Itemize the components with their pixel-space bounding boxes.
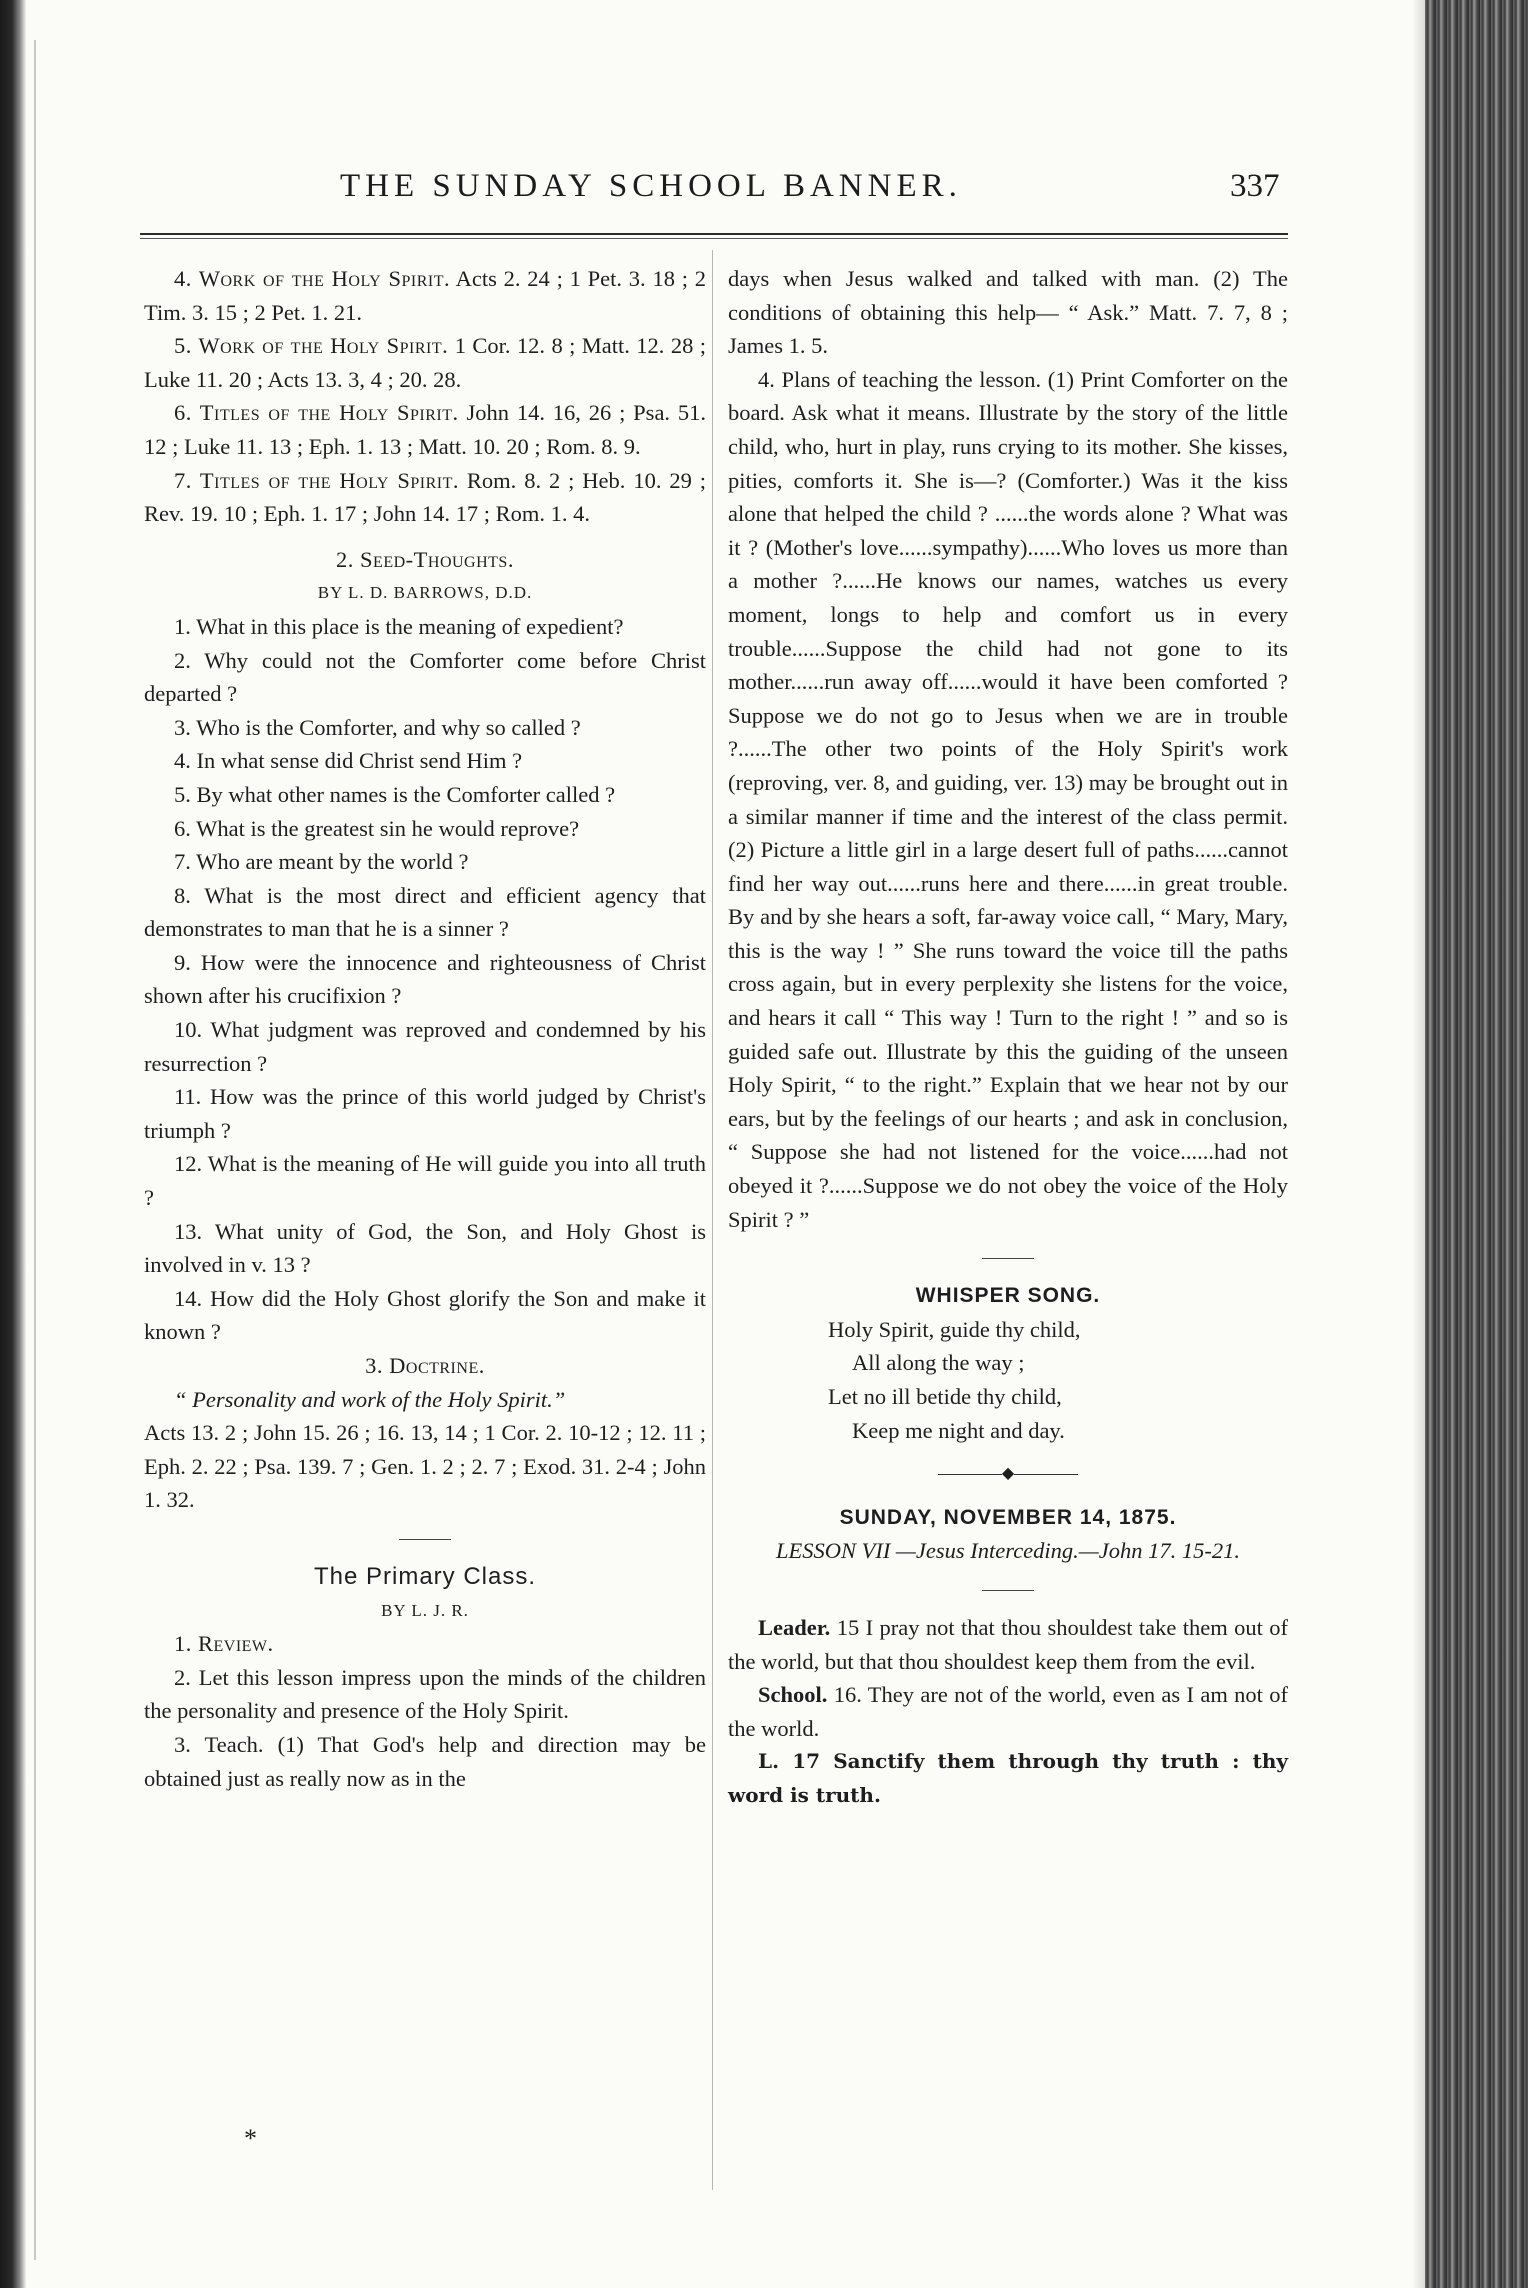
seed-thoughts-author: BY L. D. BARROWS, D.D.	[317, 583, 533, 603]
question: 6. What is the greatest sin he would reprove?	[174, 815, 580, 841]
question: 11. How was the prince of this world judged by Christ's triumph ?	[144, 1084, 706, 1143]
song-title: WHISPER SONG.	[915, 1284, 1101, 1308]
responsive-reading: School. 16. They are not of the world, even as I am not of the world.	[728, 1682, 1288, 1741]
footer-asterisk: *	[244, 2124, 257, 2153]
song-line: Keep me night and day.	[852, 1417, 1065, 1443]
question: 12. What is the meaning of He will guide you into all truth ?	[144, 1151, 706, 1211]
seed-thoughts-heading: 2. Seed-Thoughts.	[336, 546, 514, 572]
question: 7. Who are meant by the world ?	[174, 849, 469, 875]
question: 8. What is the most direct and efficient agency that demonstrates to man that he is a sinner ?	[144, 882, 706, 942]
date-heading: SUNDAY, NOVEMBER 14, 1875.	[839, 1505, 1177, 1529]
responsive-reading: L. 17 Sanctify them through thy truth : thy word is truth.	[728, 1749, 1289, 1807]
question: 9. How were the innocence and righteousness of Christ shown after his crucifixion ?	[144, 949, 706, 1009]
page-edge-fade	[1412, 0, 1426, 2288]
section-divider	[399, 1539, 451, 1540]
song-line: All along the way ;	[852, 1350, 1025, 1376]
reference-item: 5. Work of the Holy Spirit. 1 Cor. 12. 8 ; Matt. 12. 28 ; Luke 11. 20 ; Acts 13. 3, 4 ; 20. 28.	[144, 333, 707, 392]
primary-class-heading: The Primary Class.	[313, 1562, 537, 1590]
teaching-plans: 4. Plans of teaching the lesson. (1) Print Comforter on the board. Ask what it means. Illustrate by the story of the little child, who, hurt in play, runs crying to its mother. She kisses, pities, comforts it. She is—? (Comforter.) Was it the kiss alone that helped the child ? ......the words alone ? What was it ? (Mother's love......sympathy)......Who loves us more than a mother ?......He knows our names, watches us every moment, longs to help and comfort us in every trouble......Suppose the child had not gone to its mother......run away off......would it have been comforted ? Suppose we do not go to Jesus when we are in trouble ?......The other two points of the Holy Spirit's work (reproving, ver. 8, and guiding, ver. 13) may be brought out in a similar manner if time and the interest of the class permit. (2) Picture a little girl in a large desert full of paths......cannot find her way out......runs here and there......in great trouble. By and by she hears a soft, far-away voice call, “ Mary, Mary, this is the way ! ” She runs toward the voice till the paths cross again, but in every perplexity she listens for the voice, and hears it call “ This way ! Turn to the right ! ” and so is guided safe out. Illustrate by this the guiding of the unseen Holy Spirit, “ to the right.” Explain that we hear not by our ears, but by the feelings of our hearts ; and ask in conclusion, “ Suppose she had not listened for the voice......had not obeyed it ?......Suppose we do not obey the voice of the Holy Spirit ? ”	[728, 366, 1288, 1232]
left-column	[144, 262, 706, 1795]
primary-item: 1. Review.	[174, 1631, 274, 1657]
question: 4. In what sense did Christ send Him ?	[174, 748, 523, 774]
question: 10. What judgment was reproved and condemned by his resurrection ?	[144, 1017, 706, 1076]
continuation-text: days when Jesus walked and talked with man. (2) The conditions of obtaining this help— “ Ask.” Matt. 7. 7, 8 ; James 1. 5.	[728, 266, 1288, 359]
question: 5. By what other names is the Comforter called ?	[174, 781, 616, 807]
question: 2. Why could not the Comforter come before Christ departed ?	[144, 647, 706, 707]
running-head: THE SUNDAY SCHOOL BANNER.	[340, 168, 962, 204]
reference-item: 6. Titles of the Holy Spirit. John 14. 16, 26 ; Psa. 51. 12 ; Luke 11. 13 ; Eph. 1. 13 ; Matt. 10. 20 ; Rom. 8. 9.	[144, 400, 707, 459]
column-separator	[712, 250, 713, 2190]
question: 13. What unity of God, the Son, and Holy Ghost is involved in v. 13 ?	[144, 1218, 706, 1278]
reference-item: 4. Work of the Holy Spirit. Acts 2. 24 ; 1 Pet. 3. 18 ; 2 Tim. 3. 15 ; 2 Pet. 1. 21.	[144, 266, 706, 325]
doctrine-title: “ Personality and work of the Holy Spirit.”	[174, 1386, 566, 1412]
doctrine-heading: 3. Doctrine.	[365, 1353, 485, 1378]
reference-item: 7. Titles of the Holy Spirit. Rom. 8. 2 ; Heb. 10. 29 ; Rev. 19. 10 ; Eph. 1. 17 ; John 14. 17 ; Rom. 1. 4.	[144, 467, 707, 527]
right-column	[728, 262, 1288, 1813]
header-rule	[140, 233, 1288, 239]
question: 3. Who is the Comforter, and why so called ?	[174, 714, 581, 740]
binding-line	[34, 40, 36, 2260]
ornament-divider: ◆	[728, 1457, 1288, 1491]
primary-item: 2. Let this lesson impress upon the minds of the children the personality and presence of the Holy Spirit.	[144, 1664, 706, 1724]
responsive-reading: Leader. 15 I pray not that thou shouldest take them out of the world, but that thou shouldest keep them from the evil.	[728, 1614, 1289, 1674]
question: 14. How did the Holy Ghost glorify the Son and make it known ?	[144, 1285, 706, 1345]
book-edge	[1425, 0, 1528, 2288]
song-line: Let no ill betide thy child,	[828, 1384, 1062, 1409]
doctrine-refs: Acts 13. 2 ; John 15. 26 ; 16. 13, 14 ; 1 Cor. 2. 10-12 ; 12. 11 ; Eph. 2. 22 ; Psa. 139. 7 ; Gen. 1. 2 ; 2. 7 ; Exod. 31. 2-4 ; John 1. 32.	[144, 1420, 706, 1513]
section-divider	[982, 1258, 1034, 1259]
primary-item: 3. Teach. (1) That God's help and direction may be obtained just as really now as in the	[144, 1731, 706, 1791]
binding-shadow	[0, 0, 26, 2288]
song-line: Holy Spirit, guide thy child,	[828, 1316, 1081, 1342]
primary-class-author: BY L. J. R.	[381, 1600, 469, 1620]
page-number: 337	[1230, 168, 1280, 204]
lesson-heading: LESSON VII —Jesus Interceding.—John 17. 15-21.	[775, 1538, 1241, 1564]
song-verse	[828, 1313, 1288, 1447]
section-divider	[982, 1590, 1034, 1591]
question: 1. What in this place is the meaning of expedient?	[174, 613, 624, 639]
